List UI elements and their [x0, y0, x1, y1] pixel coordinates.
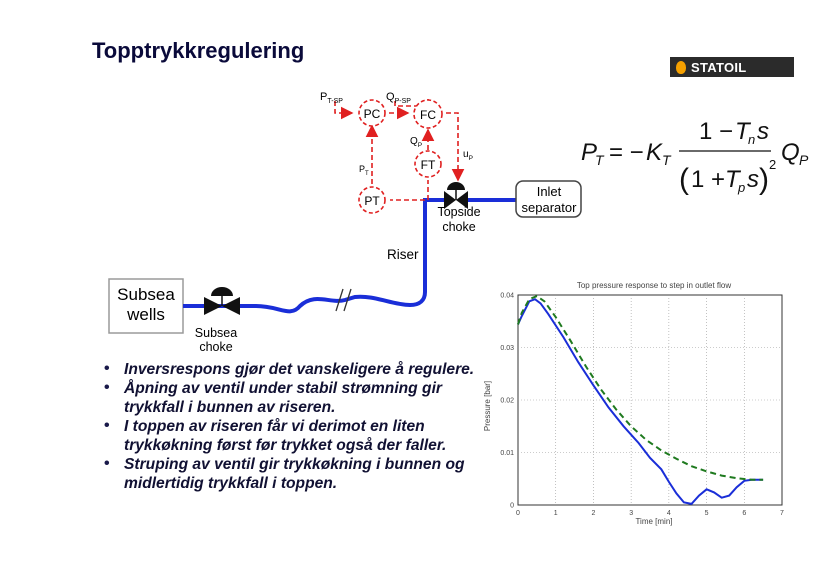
y-tick-label: 0.03: [500, 345, 514, 352]
pt-signal-label: $P_T$: [359, 164, 369, 177]
x-tick-label: 2: [591, 510, 596, 517]
svg-text:T: T: [595, 152, 604, 168]
x-tick-label: 4: [666, 510, 671, 517]
wells-label-2: wells: [127, 305, 165, 324]
chart-ylabel: Pressure [bar]: [483, 380, 492, 432]
chart-xlabel: Time [min]: [635, 517, 673, 526]
subsea-choke-label-2: choke: [199, 340, 233, 354]
svg-text:1 +: 1 +: [691, 166, 726, 193]
pressure-response-chart: [478, 278, 790, 528]
pt-sp-label: $P_{T-SP}$: [320, 91, 343, 105]
x-tick-label: 5: [704, 510, 709, 517]
svg-text:Q: Q: [781, 139, 800, 166]
bullet-item: • Åpning av ventil under stabil strømning gir trykkfall i bunnen av riseren.: [104, 379, 484, 417]
bullet-item: • I toppen av riseren får vi derimot en liten trykkøkning først før trykket også der faller.: [104, 417, 484, 455]
subsea-choke-label-1: Subsea: [194, 326, 238, 340]
y-tick-label: 0.04: [500, 292, 514, 300]
svg-text:(: (: [679, 163, 689, 196]
pt-label: PT: [364, 194, 380, 208]
svg-text:n: n: [748, 132, 756, 147]
svg-text:s: s: [757, 118, 769, 145]
topside-choke-label-1: Topside: [437, 205, 481, 219]
svg-text:1 −: 1 −: [699, 118, 734, 145]
svg-text:T: T: [725, 166, 740, 193]
x-tick-label: 6: [742, 510, 747, 517]
svg-text:K: K: [646, 139, 663, 166]
x-tick-label: 7: [780, 510, 784, 517]
x-tick-label: 3: [629, 510, 634, 517]
svg-text:): ): [759, 163, 769, 196]
ft-label: FT: [420, 158, 436, 172]
bullet-item: • Struping av ventil gir trykkøkning i bunnen og midlertidig trykkfall i toppen.: [104, 455, 484, 493]
x-tick-label: 0: [516, 510, 520, 517]
separator-label-2: separator: [521, 200, 577, 215]
chart-title: Top pressure response to step in outlet flow: [576, 281, 732, 290]
fc-to-valve-line: [446, 113, 458, 180]
bullet-item: • Inversrespons gjør det vanskeligere å regulere.: [104, 360, 484, 379]
qp-label: $Q_P$: [410, 136, 423, 149]
subsea-choke-valve: [204, 287, 240, 315]
fc-label: FC: [420, 108, 436, 122]
svg-text:s: s: [747, 166, 759, 193]
slide-title: Topptrykkregulering: [92, 38, 305, 63]
bullet-list: [104, 360, 484, 493]
logo-text: STATOIL: [691, 59, 747, 75]
y-tick-label: 0.01: [500, 450, 514, 457]
svg-text:= −: = −: [609, 139, 644, 166]
svg-text:T: T: [735, 118, 750, 145]
svg-text:T: T: [662, 152, 671, 168]
up-label: $u_P$: [463, 149, 473, 162]
svg-text:P: P: [581, 139, 598, 166]
pc-label: PC: [363, 107, 381, 121]
wells-label-1: Subsea: [117, 285, 175, 304]
riser-label: Riser: [387, 247, 419, 262]
transfer-function-formula: [575, 115, 815, 205]
y-tick-label: 0: [510, 502, 514, 510]
svg-text:p: p: [738, 180, 746, 195]
y-tick-label: 0.02: [500, 397, 514, 405]
svg-text:2: 2: [769, 157, 777, 172]
svg-text:P: P: [799, 152, 809, 168]
x-tick-label: 1: [553, 510, 558, 517]
topside-choke-label-2: choke: [442, 220, 476, 234]
separator-label-1: Inlet: [536, 184, 562, 199]
qp-sp-label: $Q_{P-SP}$: [386, 91, 411, 105]
